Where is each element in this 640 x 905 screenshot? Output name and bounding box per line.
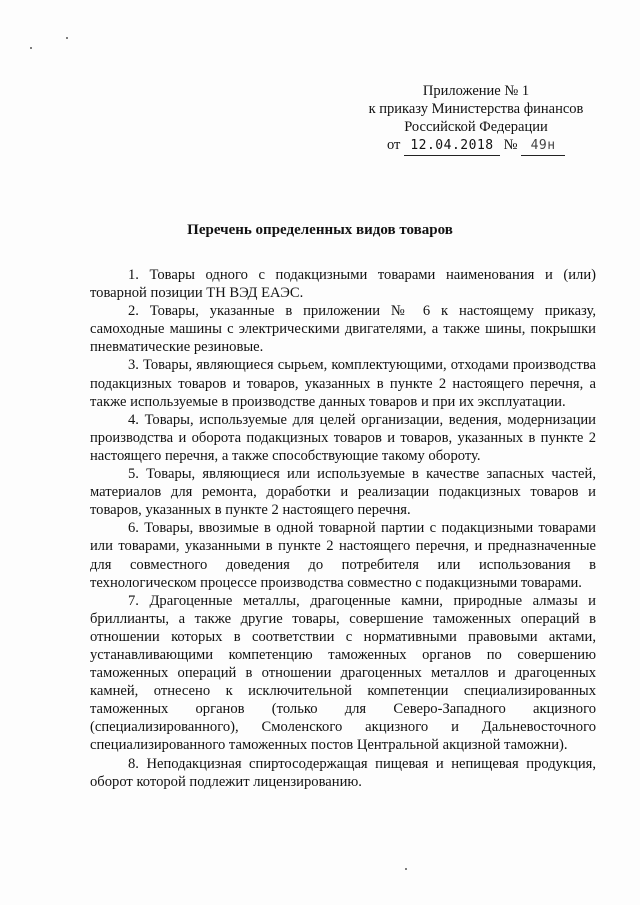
list-item: 5. Товары, являющиеся или используемые в качестве запасных частей, материалов для ремонта, доработки и реализации подакцизных товаров и товаров, указанных в пункте 2 настоящего перечня. (90, 466, 596, 519)
document-title: Перечень определенных видов товаров (187, 222, 453, 238)
number-label: № (503, 137, 518, 153)
list-item: 8. Неподакцизная спиртосодержащая пищевая и непищевая продукция, оборот которой подлежит лицензированию. (90, 755, 596, 790)
appendix-ministry: Российской Федерации (404, 119, 548, 135)
list-item: 1. Товары одного с подакцизными товарами наименования и (или) товарной позиции ТН ВЭД ЕАЭС. (90, 267, 596, 302)
order-number: 49н (521, 137, 565, 156)
scan-speck (30, 47, 32, 49)
list-item: 7. Драгоценные металлы, драгоценные камни, природные алмазы и бриллианты, а также другие товары, совершение таможенных операций в отношении которых в соответствии с нормативными правовыми актами, устанавливающими компетенцию таможенных органов по совершению таможенных операций в отношении драгоценных металлов и драгоценных камней, отнесено к исключительной компетенции специализированных таможенных органов (только для Северо-Западного акцизного (специализированного), Смоленского акцизного и Дальневосточного специализированного таможенных постов Центральной акцизной таможни). (90, 592, 596, 754)
list-item: 6. Товары, ввозимые в одной товарной партии с подакцизными товарами или товарами, указанными в пункте 2 настоящего перечня, и предназначенные для совместного доведения до потребителя или использования в технологическом процессе производства совместно с подакцизными товарами. (90, 520, 596, 591)
appendix-header (340, 82, 612, 156)
scan-speck (66, 37, 68, 39)
order-date: 12.04.2018 (404, 137, 500, 156)
list-item: 3. Товары, являющиеся сырьем, комплектующими, отходами производства подакцизных товаров и товаров, указанных в пункте 2 настоящего перечня, а также используемые в производстве данных товаров и при их эксплуатации. (90, 357, 596, 410)
list-item: 2. Товары, указанные в приложении № 6 к настоящему приказу, самоходные машины с электрическими двигателями, а также шины, покрышки пневматические резиновые. (90, 303, 596, 356)
order-date-line (340, 136, 612, 156)
scan-speck (405, 868, 407, 870)
appendix-order-ref: к приказу Министерства финансов (368, 101, 584, 117)
list-item: 4. Товары, используемые для целей организации, ведения, модернизации производства и оборота подакцизных товаров и товаров, указанных в пункте 2 настоящего перечня, а также способствующие такому обороту. (90, 411, 596, 464)
items-list (90, 266, 596, 791)
date-prefix: от (386, 137, 401, 153)
appendix-title: Приложение № 1 (422, 83, 530, 99)
